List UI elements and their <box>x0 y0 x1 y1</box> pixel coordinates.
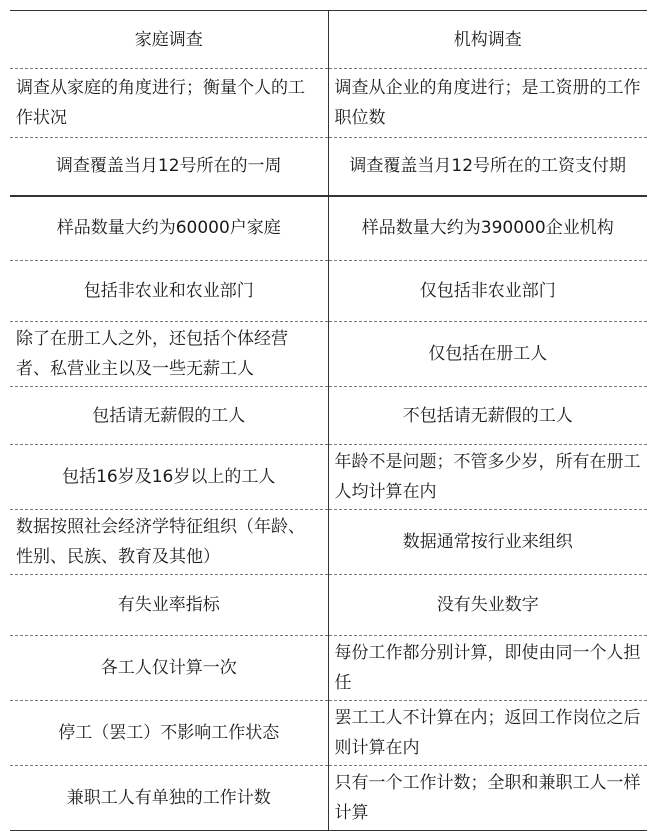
establishment-cell: 调查覆盖当月12号所在的工资支付期 <box>328 138 647 196</box>
household-cell: 除了在册工人之外，还包括个体经营者、私营业主以及一些无薪工人 <box>10 322 328 387</box>
table-row <box>10 69 647 138</box>
table-row <box>10 387 647 445</box>
household-cell: 样品数量大约为60000户家庭 <box>10 196 328 261</box>
table-row <box>10 322 647 387</box>
table-row <box>10 766 647 831</box>
table-row <box>10 196 647 261</box>
establishment-cell: 仅包括在册工人 <box>328 322 647 387</box>
household-cell: 包括16岁及16岁以上的工人 <box>10 445 328 510</box>
header-row <box>10 11 647 69</box>
table-row <box>10 261 647 322</box>
table-row <box>10 701 647 766</box>
table-row <box>10 138 647 196</box>
household-cell: 数据按照社会经济学特征组织（年龄、性别、民族、教育及其他） <box>10 510 328 575</box>
establishment-cell: 样品数量大约为390000企业机构 <box>328 196 647 261</box>
table-row <box>10 510 647 575</box>
header-household: 家庭调查 <box>10 11 328 69</box>
household-cell: 包括请无薪假的工人 <box>10 387 328 445</box>
establishment-cell: 没有失业数字 <box>328 575 647 636</box>
establishment-cell: 罢工工人不计算在内；返回工作岗位之后则计算在内 <box>328 701 647 766</box>
table-row <box>10 445 647 510</box>
household-cell: 兼职工人有单独的工作计数 <box>10 766 328 831</box>
table-row <box>10 575 647 636</box>
household-cell: 调查覆盖当月12号所在的一周 <box>10 138 328 196</box>
household-cell: 包括非农业和农业部门 <box>10 261 328 322</box>
establishment-cell: 数据通常按行业来组织 <box>328 510 647 575</box>
establishment-cell: 年龄不是问题；不管多少岁，所有在册工人均计算在内 <box>328 445 647 510</box>
household-cell: 各工人仅计算一次 <box>10 636 328 701</box>
establishment-cell: 每份工作都分别计算，即使由同一个人担任 <box>328 636 647 701</box>
header-establishment: 机构调查 <box>328 11 647 69</box>
table-row <box>10 636 647 701</box>
comparison-table <box>10 10 647 831</box>
establishment-cell: 只有一个工作计数；全职和兼职工人一样计算 <box>328 766 647 831</box>
household-cell: 停工（罢工）不影响工作状态 <box>10 701 328 766</box>
establishment-cell: 调查从企业的角度进行；是工资册的工作职位数 <box>328 69 647 138</box>
establishment-cell: 仅包括非农业部门 <box>328 261 647 322</box>
establishment-cell: 不包括请无薪假的工人 <box>328 387 647 445</box>
household-cell: 有失业率指标 <box>10 575 328 636</box>
household-cell: 调查从家庭的角度进行；衡量个人的工作状况 <box>10 69 328 138</box>
